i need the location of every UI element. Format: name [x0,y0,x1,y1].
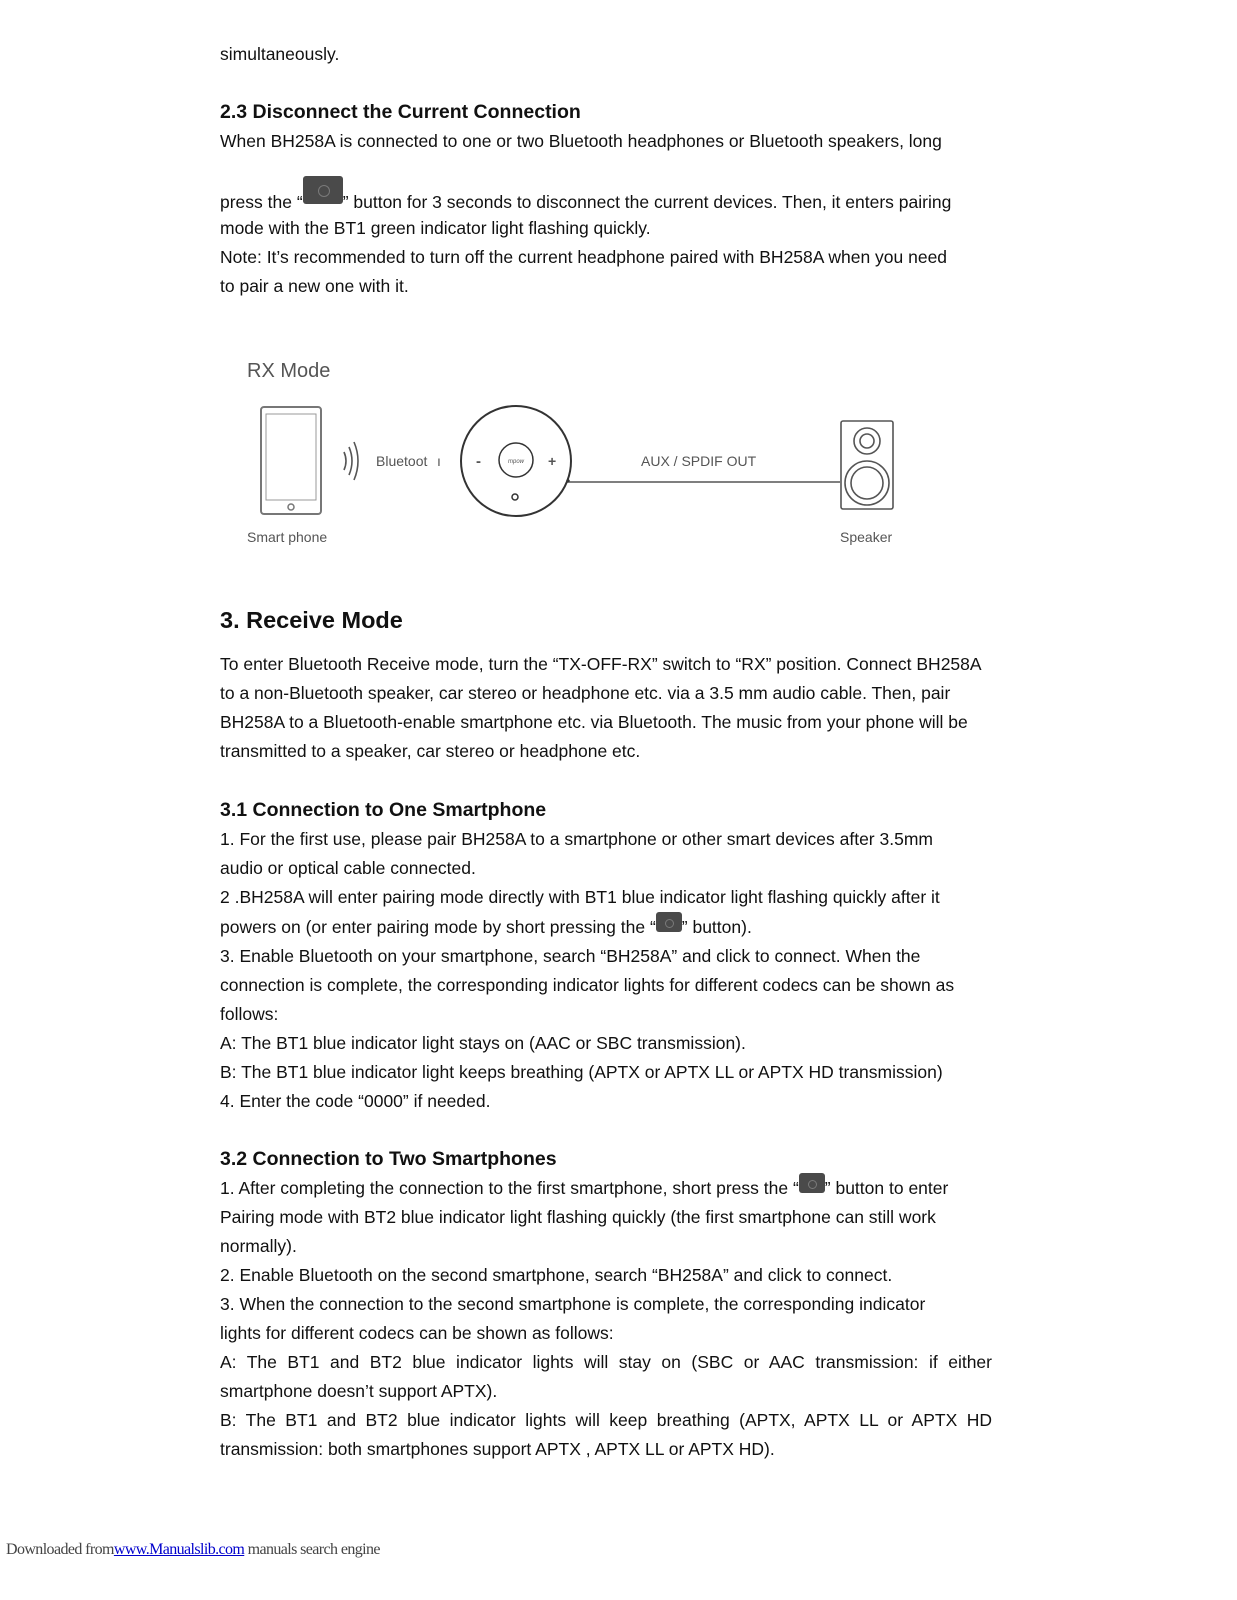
s31-line: follows: [220,1004,279,1024]
s31-line: connection is complete, the corresponding indicator lights for different codecs can be shown as [220,975,955,995]
s31-l4-b: ” button). [681,917,752,937]
s23-note1: Note: It’s recommended to turn off the current headphone paired with BH258A when you need [220,247,948,267]
volume-plus: + [548,453,557,469]
rx-mode-diagram [230,350,930,560]
power-button-icon [799,1173,825,1193]
s31-line: 2 .BH258A will enter pairing mode directly with BT1 blue indicator light flashing quickly after it [220,887,940,907]
s32-l1-a: 1. After completing the connection to the first smartphone, short press the “ [220,1178,799,1198]
s31-line [220,912,992,942]
s32-line: smartphone doesn’t support APTX). [220,1381,498,1401]
s32-line: A: The BT1 and BT2 blue indicator lights will stay on (SBC or AAC transmission: if either [220,1352,992,1372]
bluetooth-waves-icon [344,442,358,480]
footer-suffix: manuals search engine [244,1541,380,1558]
s31-line: B: The BT1 blue indicator light keeps breathing (APTX or APTX LL or APTX HD transmission) [220,1062,943,1082]
bluetooth-label: Bluetoot [376,453,428,469]
s32-l1-b: ” button to enter [824,1178,949,1198]
footer-prefix: Downloaded from [6,1541,114,1558]
svg-text:ı: ı [437,453,441,469]
device-logo: mpow [508,459,525,465]
s32-line: 2. Enable Bluetooth on the second smartphone, search “BH258A” and click to connect. [220,1265,893,1285]
s3-paragraph [220,650,992,766]
smartphone-icon [261,407,321,514]
s23-note2: to pair a new one with it. [220,276,409,296]
manualslib-link[interactable]: www.Manualslib.com [113,1541,245,1558]
s32-line: B: The BT1 and BT2 blue indicator lights will keep breathing (APTX, APTX LL or APTX HD [220,1410,992,1430]
s31-line: A: The BT1 blue indicator light stays on (AAC or SBC transmission). [220,1033,746,1053]
intro-line: simultaneously. [220,44,340,64]
s31-line: 1. For the first use, please pair BH258A to a smartphone or other smart devices after 3.5mm [220,829,933,849]
s32-line: transmission: both smartphones support APTX , APTX LL or APTX HD). [220,1439,775,1459]
s32-line [220,1173,992,1203]
s32-line: Pairing mode with BT2 blue indicator light flashing quickly (the first smartphone can still work [220,1207,936,1227]
volume-minus: - [476,453,481,470]
section-2-3-heading: 2.3 Disconnect the Current Connection [220,101,581,123]
s3-line: to a non-Bluetooth speaker, car stereo or headphone etc. via a 3.5 mm audio cable. Then, pair [220,683,951,703]
s32-body [220,1173,992,1464]
section-3-heading: 3. Receive Mode [220,607,403,633]
diagram-title: RX Mode [247,360,331,382]
s23-line2 [220,176,951,217]
s32-line: normally). [220,1236,297,1256]
s32-line: lights for different codecs can be shown as follows: [220,1323,614,1343]
s31-line: 4. Enter the code “0000” if needed. [220,1091,491,1111]
power-button-icon [303,176,343,204]
section-3-1-heading: 3.1 Connection to One Smartphone [220,799,547,821]
footer [6,1541,380,1559]
s3-line: transmitted to a speaker, car stereo or headphone etc. [220,741,641,761]
cable-label: AUX / SPDIF OUT [641,453,757,469]
speaker-icon [841,421,893,509]
smartphone-label: Smart phone [247,529,328,545]
s23-line3: mode with the BT1 green indicator light flashing quickly. [220,218,651,238]
speaker-label: Speaker [840,529,893,545]
s23-line2-b: ” button for 3 seconds to disconnect the current devices. Then, it enters pairing [342,192,952,212]
s31-body [220,825,992,1116]
s3-line: To enter Bluetooth Receive mode, turn the “TX-OFF-RX” switch to “RX” position. Connect BH258A [220,654,982,674]
s31-line: 3. Enable Bluetooth on your smartphone, search “BH258A” and click to connect. When the [220,946,921,966]
s32-line: 3. When the connection to the second smartphone is complete, the corresponding indicator [220,1294,926,1314]
s23-line1: When BH258A is connected to one or two Bluetooth headphones or Bluetooth speakers, long [220,131,942,151]
s3-line: BH258A to a Bluetooth-enable smartphone etc. via Bluetooth. The music from your phone will be [220,712,968,732]
power-button-icon [656,912,682,932]
s31-line: audio or optical cable connected. [220,858,476,878]
s31-l4-a: powers on (or enter pairing mode by short pressing the “ [220,917,656,937]
s23-line2-a: press the “ [220,192,303,212]
section-3-2-heading: 3.2 Connection to Two Smartphones [220,1148,557,1170]
